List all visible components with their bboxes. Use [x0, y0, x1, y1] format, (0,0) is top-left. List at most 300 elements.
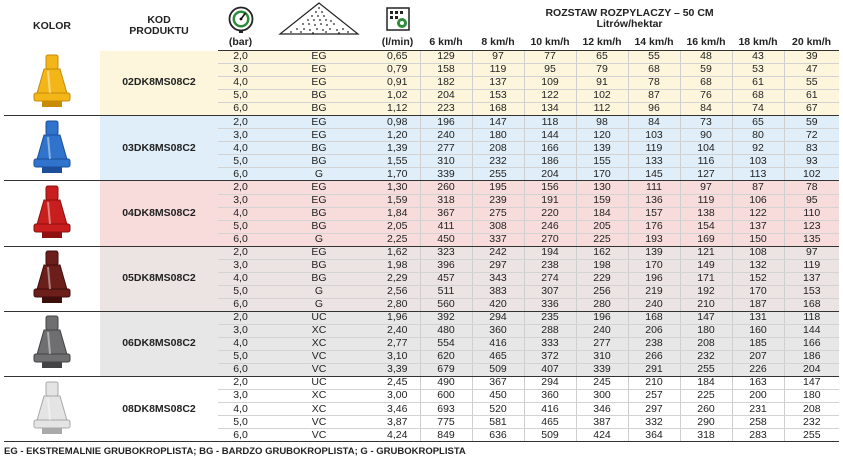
- rate-18kmh-cell: 103: [732, 155, 784, 168]
- rate-18kmh-cell: 61: [732, 77, 784, 90]
- flow-cell: 1,55: [375, 155, 420, 168]
- flow-cell: 2,45: [375, 377, 420, 390]
- pressure-cell: 6,0: [218, 103, 263, 116]
- rate-6kmh-cell: 223: [420, 103, 472, 116]
- rate-6kmh-cell: 204: [420, 90, 472, 103]
- rate-16kmh-cell: 121: [680, 246, 732, 259]
- rate-20kmh-cell: 55: [784, 77, 839, 90]
- droplet-class-cell: XC: [263, 390, 375, 403]
- pressure-cell: 6,0: [218, 429, 263, 442]
- rate-10kmh-cell: 220: [524, 207, 576, 220]
- rate-18kmh-cell: 258: [732, 416, 784, 429]
- spray-header: [263, 2, 375, 36]
- droplet-class-cell: VC: [263, 416, 375, 429]
- rate-18kmh-cell: 65: [732, 116, 784, 129]
- rate-20kmh-cell: 93: [784, 155, 839, 168]
- rate-16kmh-cell: 154: [680, 220, 732, 233]
- rate-14kmh-cell: 240: [628, 298, 680, 311]
- unit-lmin: (l/min): [375, 36, 420, 51]
- rate-12kmh-cell: 229: [576, 272, 628, 285]
- rate-8kmh-cell: 450: [472, 390, 524, 403]
- droplet-class-cell: VC: [263, 351, 375, 364]
- flow-cell: 2,77: [375, 338, 420, 351]
- rate-16kmh-cell: 180: [680, 324, 732, 337]
- rate-12kmh-cell: 346: [576, 403, 628, 416]
- pressure-cell: 4,0: [218, 207, 263, 220]
- unit-spray: [263, 36, 375, 51]
- rate-10kmh-cell: 204: [524, 168, 576, 181]
- droplet-class-cell: BG: [263, 155, 375, 168]
- flow-cell: 2,80: [375, 298, 420, 311]
- pressure-cell: 3,0: [218, 194, 263, 207]
- rate-12kmh-cell: 277: [576, 338, 628, 351]
- nozzle-icon: [32, 380, 72, 436]
- rate-6kmh-cell: 554: [420, 338, 472, 351]
- unit-16kmh: 16 km/h: [680, 36, 732, 51]
- flow-cell: 1,30: [375, 181, 420, 194]
- droplet-legend: EG - EKSTREMALNIE GRUBOKROPLISTA; BG - BARDZO GRUBOKROPLISTA; G - GRUBOKROPLISTA: [4, 446, 466, 457]
- rate-18kmh-cell: 122: [732, 207, 784, 220]
- rate-12kmh-cell: 184: [576, 207, 628, 220]
- pressure-cell: 3,0: [218, 390, 263, 403]
- product-code: 06DK8MS08C2: [100, 311, 218, 376]
- rate-12kmh-cell: 162: [576, 246, 628, 259]
- rate-14kmh-cell: 119: [628, 142, 680, 155]
- rate-8kmh-cell: 147: [472, 116, 524, 129]
- rate-12kmh-cell: 120: [576, 129, 628, 142]
- rate-14kmh-cell: 136: [628, 194, 680, 207]
- rate-16kmh-cell: 68: [680, 77, 732, 90]
- rate-8kmh-cell: 308: [472, 220, 524, 233]
- rate-18kmh-cell: 200: [732, 390, 784, 403]
- droplet-class-cell: XC: [263, 324, 375, 337]
- droplet-class-cell: G: [263, 298, 375, 311]
- flow-cell: 1,59: [375, 194, 420, 207]
- rate-8kmh-cell: 255: [472, 168, 524, 181]
- rate-6kmh-cell: 158: [420, 64, 472, 77]
- droplet-class-cell: EG: [263, 246, 375, 259]
- rate-20kmh-cell: 67: [784, 103, 839, 116]
- rate-14kmh-cell: 297: [628, 403, 680, 416]
- droplet-class-cell: EG: [263, 77, 375, 90]
- rate-14kmh-cell: 266: [628, 351, 680, 364]
- rate-6kmh-cell: 339: [420, 168, 472, 181]
- rate-12kmh-cell: 424: [576, 429, 628, 442]
- rate-8kmh-cell: 343: [472, 272, 524, 285]
- rate-12kmh-cell: 139: [576, 142, 628, 155]
- rozstaw-subtitle: Litrów/hektar: [596, 18, 663, 30]
- rate-6kmh-cell: 679: [420, 364, 472, 377]
- rate-14kmh-cell: 238: [628, 338, 680, 351]
- rate-12kmh-cell: 98: [576, 116, 628, 129]
- nozzle-image: [4, 51, 100, 116]
- rate-8kmh-cell: 239: [472, 194, 524, 207]
- rate-6kmh-cell: 490: [420, 377, 472, 390]
- rate-14kmh-cell: 193: [628, 233, 680, 246]
- rate-12kmh-cell: 130: [576, 181, 628, 194]
- droplet-class-cell: G: [263, 168, 375, 181]
- rate-12kmh-cell: 65: [576, 51, 628, 64]
- pressure-cell: 4,0: [218, 272, 263, 285]
- flow-cell: 1,98: [375, 259, 420, 272]
- rate-16kmh-cell: 192: [680, 285, 732, 298]
- droplet-class-cell: EG: [263, 64, 375, 77]
- flow-cell: 4,24: [375, 429, 420, 442]
- rate-16kmh-cell: 147: [680, 311, 732, 324]
- rate-12kmh-cell: 155: [576, 155, 628, 168]
- rate-18kmh-cell: 80: [732, 129, 784, 142]
- rate-12kmh-cell: 112: [576, 103, 628, 116]
- rate-8kmh-cell: 367: [472, 377, 524, 390]
- rate-20kmh-cell: 168: [784, 298, 839, 311]
- nozzle-icon: [32, 53, 72, 109]
- rate-10kmh-cell: 509: [524, 429, 576, 442]
- rate-20kmh-cell: 147: [784, 377, 839, 390]
- pressure-cell: 5,0: [218, 285, 263, 298]
- rate-14kmh-cell: 210: [628, 377, 680, 390]
- rate-10kmh-cell: 109: [524, 77, 576, 90]
- droplet-class-cell: UC: [263, 377, 375, 390]
- pressure-cell: 3,0: [218, 64, 263, 77]
- rate-6kmh-cell: 129: [420, 51, 472, 64]
- flow-cell: 0,91: [375, 77, 420, 90]
- rate-6kmh-cell: 600: [420, 390, 472, 403]
- droplet-class-cell: VC: [263, 364, 375, 377]
- rate-12kmh-cell: 79: [576, 64, 628, 77]
- rate-18kmh-cell: 87: [732, 181, 784, 194]
- rate-6kmh-cell: 396: [420, 259, 472, 272]
- rate-10kmh-cell: 333: [524, 338, 576, 351]
- rate-20kmh-cell: 166: [784, 338, 839, 351]
- flow-cell: 3,46: [375, 403, 420, 416]
- droplet-class-cell: XC: [263, 338, 375, 351]
- rate-20kmh-cell: 208: [784, 403, 839, 416]
- rate-18kmh-cell: 137: [732, 220, 784, 233]
- table-row: [4, 311, 839, 324]
- rate-20kmh-cell: 78: [784, 181, 839, 194]
- rate-20kmh-cell: 97: [784, 246, 839, 259]
- flow-cell: 1,12: [375, 103, 420, 116]
- rate-16kmh-cell: 225: [680, 390, 732, 403]
- rate-6kmh-cell: 693: [420, 403, 472, 416]
- rate-10kmh-cell: 166: [524, 142, 576, 155]
- pressure-cell: 5,0: [218, 220, 263, 233]
- droplet-class-cell: EG: [263, 181, 375, 194]
- rate-8kmh-cell: 360: [472, 324, 524, 337]
- rate-10kmh-cell: 465: [524, 416, 576, 429]
- rate-18kmh-cell: 185: [732, 338, 784, 351]
- rate-20kmh-cell: 135: [784, 233, 839, 246]
- pressure-cell: 3,0: [218, 324, 263, 337]
- nozzle-icon: [32, 249, 72, 305]
- nozzle-image: [4, 311, 100, 376]
- droplet-class-cell: XC: [263, 403, 375, 416]
- flow-cell: 0,79: [375, 64, 420, 77]
- rate-12kmh-cell: 310: [576, 351, 628, 364]
- table-row: [4, 377, 839, 390]
- rate-14kmh-cell: 364: [628, 429, 680, 442]
- rate-14kmh-cell: 196: [628, 272, 680, 285]
- rate-20kmh-cell: 255: [784, 429, 839, 442]
- rozstaw-title: ROZSTAW ROZPYLACZY – 50 CM: [545, 6, 714, 19]
- rate-16kmh-cell: 90: [680, 129, 732, 142]
- pressure-cell: 4,0: [218, 77, 263, 90]
- rate-6kmh-cell: 411: [420, 220, 472, 233]
- droplet-class-cell: EG: [263, 194, 375, 207]
- table-row: [4, 116, 839, 129]
- rate-20kmh-cell: 59: [784, 116, 839, 129]
- pressure-cell: 4,0: [218, 403, 263, 416]
- rate-10kmh-cell: 77: [524, 51, 576, 64]
- rate-16kmh-cell: 149: [680, 259, 732, 272]
- droplet-class-cell: BG: [263, 259, 375, 272]
- rate-6kmh-cell: 392: [420, 311, 472, 324]
- rate-6kmh-cell: 277: [420, 142, 472, 155]
- flow-cell: 3,87: [375, 416, 420, 429]
- flow-cell: 2,25: [375, 233, 420, 246]
- rate-20kmh-cell: 95: [784, 194, 839, 207]
- pressure-cell: 6,0: [218, 364, 263, 377]
- rate-18kmh-cell: 226: [732, 364, 784, 377]
- rate-18kmh-cell: 108: [732, 246, 784, 259]
- rate-16kmh-cell: 116: [680, 155, 732, 168]
- pressure-header: [218, 2, 263, 36]
- rate-18kmh-cell: 68: [732, 90, 784, 103]
- rate-16kmh-cell: 104: [680, 142, 732, 155]
- rate-16kmh-cell: 208: [680, 338, 732, 351]
- droplet-class-cell: EG: [263, 116, 375, 129]
- rate-12kmh-cell: 102: [576, 90, 628, 103]
- rate-10kmh-cell: 186: [524, 155, 576, 168]
- rate-20kmh-cell: 47: [784, 64, 839, 77]
- unit-8kmh: 8 km/h: [472, 36, 524, 51]
- pressure-cell: 3,0: [218, 259, 263, 272]
- rate-18kmh-cell: 150: [732, 233, 784, 246]
- rate-6kmh-cell: 310: [420, 155, 472, 168]
- rate-8kmh-cell: 520: [472, 403, 524, 416]
- rate-10kmh-cell: 360: [524, 390, 576, 403]
- rate-14kmh-cell: 206: [628, 324, 680, 337]
- flow-cell: 2,29: [375, 272, 420, 285]
- rate-16kmh-cell: 290: [680, 416, 732, 429]
- unit-10kmh: 10 km/h: [524, 36, 576, 51]
- nozzle-image: [4, 116, 100, 181]
- droplet-class-cell: BG: [263, 90, 375, 103]
- rate-6kmh-cell: 182: [420, 77, 472, 90]
- rate-16kmh-cell: 260: [680, 403, 732, 416]
- pressure-cell: 2,0: [218, 51, 263, 64]
- rate-10kmh-cell: 235: [524, 311, 576, 324]
- droplet-class-cell: BG: [263, 103, 375, 116]
- rate-10kmh-cell: 156: [524, 181, 576, 194]
- rate-8kmh-cell: 416: [472, 338, 524, 351]
- flow-cell: 2,40: [375, 324, 420, 337]
- rate-16kmh-cell: 171: [680, 272, 732, 285]
- flow-cell: 1,02: [375, 90, 420, 103]
- rate-14kmh-cell: 78: [628, 77, 680, 90]
- nozzle-icon: [32, 119, 72, 175]
- rate-14kmh-cell: 291: [628, 364, 680, 377]
- unit-20kmh: 20 km/h: [784, 36, 839, 51]
- rate-8kmh-cell: 465: [472, 351, 524, 364]
- rate-10kmh-cell: 122: [524, 90, 576, 103]
- pressure-cell: 5,0: [218, 90, 263, 103]
- rate-8kmh-cell: 153: [472, 90, 524, 103]
- flow-cell: 3,10: [375, 351, 420, 364]
- nozzle-image: [4, 181, 100, 246]
- rate-20kmh-cell: 186: [784, 351, 839, 364]
- header-kod-line2: PRODUKTU: [129, 25, 189, 38]
- rate-8kmh-cell: 232: [472, 155, 524, 168]
- rate-20kmh-cell: 110: [784, 207, 839, 220]
- rate-18kmh-cell: 152: [732, 272, 784, 285]
- nozzle-icon: [32, 314, 72, 370]
- flow-cell: 1,20: [375, 129, 420, 142]
- rate-18kmh-cell: 53: [732, 64, 784, 77]
- rate-18kmh-cell: 160: [732, 324, 784, 337]
- pressure-cell: 2,0: [218, 181, 263, 194]
- rate-16kmh-cell: 255: [680, 364, 732, 377]
- rate-14kmh-cell: 96: [628, 103, 680, 116]
- rate-18kmh-cell: 187: [732, 298, 784, 311]
- flow-cell: 1,96: [375, 311, 420, 324]
- rate-16kmh-cell: 76: [680, 90, 732, 103]
- pressure-cell: 2,0: [218, 377, 263, 390]
- rate-20kmh-cell: 102: [784, 168, 839, 181]
- rate-10kmh-cell: 416: [524, 403, 576, 416]
- rate-14kmh-cell: 111: [628, 181, 680, 194]
- rate-18kmh-cell: 207: [732, 351, 784, 364]
- rate-16kmh-cell: 184: [680, 377, 732, 390]
- rate-8kmh-cell: 581: [472, 416, 524, 429]
- rate-10kmh-cell: 118: [524, 116, 576, 129]
- pressure-cell: 2,0: [218, 311, 263, 324]
- pressure-cell: 2,0: [218, 116, 263, 129]
- rate-12kmh-cell: 256: [576, 285, 628, 298]
- rate-10kmh-cell: 372: [524, 351, 576, 364]
- rate-18kmh-cell: 231: [732, 403, 784, 416]
- rate-8kmh-cell: 297: [472, 259, 524, 272]
- header-kolor: KOLOR: [33, 19, 71, 32]
- spray-pattern-icon: [277, 2, 361, 36]
- rate-10kmh-cell: 270: [524, 233, 576, 246]
- pressure-cell: 5,0: [218, 416, 263, 429]
- rate-8kmh-cell: 242: [472, 246, 524, 259]
- rate-6kmh-cell: 196: [420, 116, 472, 129]
- droplet-class-cell: BG: [263, 207, 375, 220]
- droplet-class-cell: UC: [263, 311, 375, 324]
- pressure-cell: 4,0: [218, 338, 263, 351]
- table-row: [4, 181, 839, 194]
- flow-cell: 3,39: [375, 364, 420, 377]
- rate-8kmh-cell: 275: [472, 207, 524, 220]
- rate-16kmh-cell: 73: [680, 116, 732, 129]
- rate-16kmh-cell: 138: [680, 207, 732, 220]
- rate-10kmh-cell: 194: [524, 246, 576, 259]
- rate-14kmh-cell: 87: [628, 90, 680, 103]
- pressure-cell: 6,0: [218, 168, 263, 181]
- rate-12kmh-cell: 196: [576, 311, 628, 324]
- nozzle-image: [4, 377, 100, 442]
- rate-20kmh-cell: 144: [784, 324, 839, 337]
- unit-12kmh: 12 km/h: [576, 36, 628, 51]
- droplet-class-cell: G: [263, 233, 375, 246]
- rate-8kmh-cell: 137: [472, 77, 524, 90]
- rate-8kmh-cell: 383: [472, 285, 524, 298]
- rate-6kmh-cell: 480: [420, 324, 472, 337]
- rate-20kmh-cell: 180: [784, 390, 839, 403]
- rate-20kmh-cell: 119: [784, 259, 839, 272]
- rate-16kmh-cell: 318: [680, 429, 732, 442]
- rate-12kmh-cell: 339: [576, 364, 628, 377]
- unit-6kmh: 6 km/h: [420, 36, 472, 51]
- pressure-cell: 6,0: [218, 298, 263, 311]
- flow-cell: 1,84: [375, 207, 420, 220]
- droplet-class-cell: BG: [263, 142, 375, 155]
- rate-16kmh-cell: 119: [680, 194, 732, 207]
- rate-12kmh-cell: 225: [576, 233, 628, 246]
- rate-12kmh-cell: 170: [576, 168, 628, 181]
- rate-20kmh-cell: 72: [784, 129, 839, 142]
- flow-cell: 0,98: [375, 116, 420, 129]
- pressure-gauge-icon: [228, 5, 254, 33]
- rate-20kmh-cell: 232: [784, 416, 839, 429]
- flow-cell: 0,65: [375, 51, 420, 64]
- rate-14kmh-cell: 103: [628, 129, 680, 142]
- rate-20kmh-cell: 137: [784, 272, 839, 285]
- rate-8kmh-cell: 420: [472, 298, 524, 311]
- rate-12kmh-cell: 205: [576, 220, 628, 233]
- rate-18kmh-cell: 92: [732, 142, 784, 155]
- product-code: 03DK8MS08C2: [100, 116, 218, 181]
- rate-14kmh-cell: 157: [628, 207, 680, 220]
- rate-12kmh-cell: 198: [576, 259, 628, 272]
- rate-14kmh-cell: 133: [628, 155, 680, 168]
- rate-20kmh-cell: 39: [784, 51, 839, 64]
- rate-8kmh-cell: 208: [472, 142, 524, 155]
- rate-6kmh-cell: 849: [420, 429, 472, 442]
- pressure-cell: 3,0: [218, 129, 263, 142]
- flow-cell: 2,05: [375, 220, 420, 233]
- header-kod-line1: KOD: [147, 13, 171, 26]
- rate-18kmh-cell: 43: [732, 51, 784, 64]
- droplet-class-cell: BG: [263, 272, 375, 285]
- droplet-class-cell: VC: [263, 429, 375, 442]
- droplet-class-cell: BG: [263, 220, 375, 233]
- rate-6kmh-cell: 240: [420, 129, 472, 142]
- rate-12kmh-cell: 245: [576, 377, 628, 390]
- rate-18kmh-cell: 170: [732, 285, 784, 298]
- rate-8kmh-cell: 97: [472, 51, 524, 64]
- rate-8kmh-cell: 636: [472, 429, 524, 442]
- rate-14kmh-cell: 68: [628, 64, 680, 77]
- rate-10kmh-cell: 294: [524, 377, 576, 390]
- rate-10kmh-cell: 274: [524, 272, 576, 285]
- rate-8kmh-cell: 195: [472, 181, 524, 194]
- rate-10kmh-cell: 134: [524, 103, 576, 116]
- rate-18kmh-cell: 74: [732, 103, 784, 116]
- rate-8kmh-cell: 119: [472, 64, 524, 77]
- droplet-class-cell: G: [263, 285, 375, 298]
- rate-10kmh-cell: 288: [524, 324, 576, 337]
- nozzle-image: [4, 246, 100, 311]
- pressure-cell: 5,0: [218, 351, 263, 364]
- rate-20kmh-cell: 123: [784, 220, 839, 233]
- rate-6kmh-cell: 560: [420, 298, 472, 311]
- rate-10kmh-cell: 238: [524, 259, 576, 272]
- nozzle-rate-table: [4, 2, 839, 442]
- rate-20kmh-cell: 83: [784, 142, 839, 155]
